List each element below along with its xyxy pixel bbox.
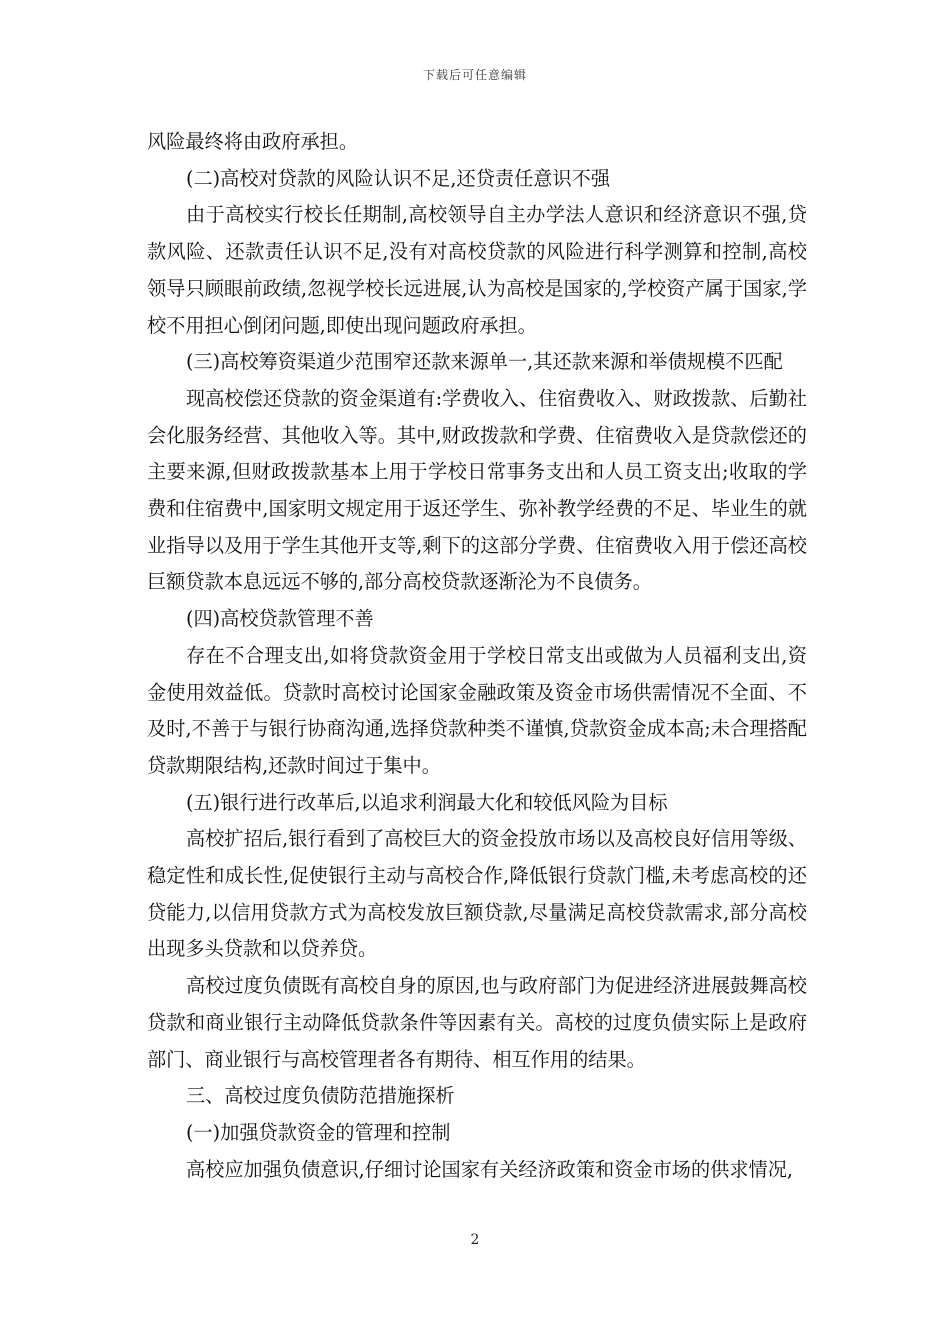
paragraph: 风险最终将由政府承担。 (147, 130, 359, 153)
section-heading: (三)高校筹资渠道少范围窄还款来源单一,其还款来源和举债规模不匹配 (186, 350, 783, 374)
chapter-heading: 三、高校过度负债防范措施探析 (186, 1084, 455, 1108)
paragraph: 高校应加强负债意识,仔细讨论国家有关经济政策和资金市场的供求情况, (186, 1157, 794, 1181)
section-heading: (二)高校对贷款的风险认识不足,还贷责任意识不强 (186, 166, 611, 190)
section-heading: (五)银行进行改革后,以追求利润最大化和较低风险为目标 (186, 790, 668, 814)
section-heading: (一)加强贷款资金的管理和控制 (186, 1120, 451, 1144)
paragraph: 现高校偿还贷款的资金渠道有:学费收入、住宿费收入、财政拨款、后勤社会化服务经营、其他收入等。其中,财政拨款和学费、住宿费收入是贷款偿还的主要来源,但财政拨款基本上用于学校日常事务支出和人员工资支出;收取的学费和住宿费中,国家明文规定用于返还学生、弥补教学经费的不足、毕业生的就业指导以及用于学生其他开支等,剩下的这部分学费、住宿费收入用于偿还高校巨额贷款本息远远不够的,部分高校贷款逐渐沦为不良债务。 (147, 386, 807, 594)
document-body (147, 124, 807, 1188)
page-header: 下载后可任意编辑 (422, 68, 527, 82)
paragraph: 由于高校实行校长任期制,高校领导自主办学法人意识和经济意识不强,贷款风险、还款责任认识不足,没有对高校贷款的风险进行科学测算和控制,高校领导只顾眼前政绩,忽视学校长远进展,认为高校是国家的,学校资产属于国家,学校不用担心倒闭问题,即使出现问题政府承担。 (147, 203, 807, 337)
paragraph: 高校扩招后,银行看到了高校巨大的资金投放市场以及高校良好信用等级、稳定性和成长性,促使银行主动与高校合作,降低银行贷款门槛,未考虑高校的还贷能力,以信用贷款方式为高校发放巨额贷款,尽量满足高校贷款需求,部分高校出现多头贷款和以贷养贷。 (147, 827, 807, 961)
paragraph: 高校过度负债既有高校自身的原因,也与政府部门为促进经济进展鼓舞高校贷款和商业银行主动降低贷款条件等因素有关。高校的过度负债实际上是政府部门、商业银行与高校管理者各有期待、相互作用的结果。 (147, 974, 807, 1071)
section-heading: (四)高校贷款管理不善 (186, 607, 374, 631)
page-number: 2 (470, 1232, 480, 1248)
paragraph: 存在不合理支出,如将贷款资金用于学校日常支出或做为人员福利支出,资金使用效益低。贷款时高校讨论国家金融政策及资金市场供需情况不全面、不及时,不善于与银行协商沟通,选择贷款种类不谨慎,贷款资金成本高;未合理搭配贷款期限结构,还款时间过于集中。 (147, 643, 807, 777)
